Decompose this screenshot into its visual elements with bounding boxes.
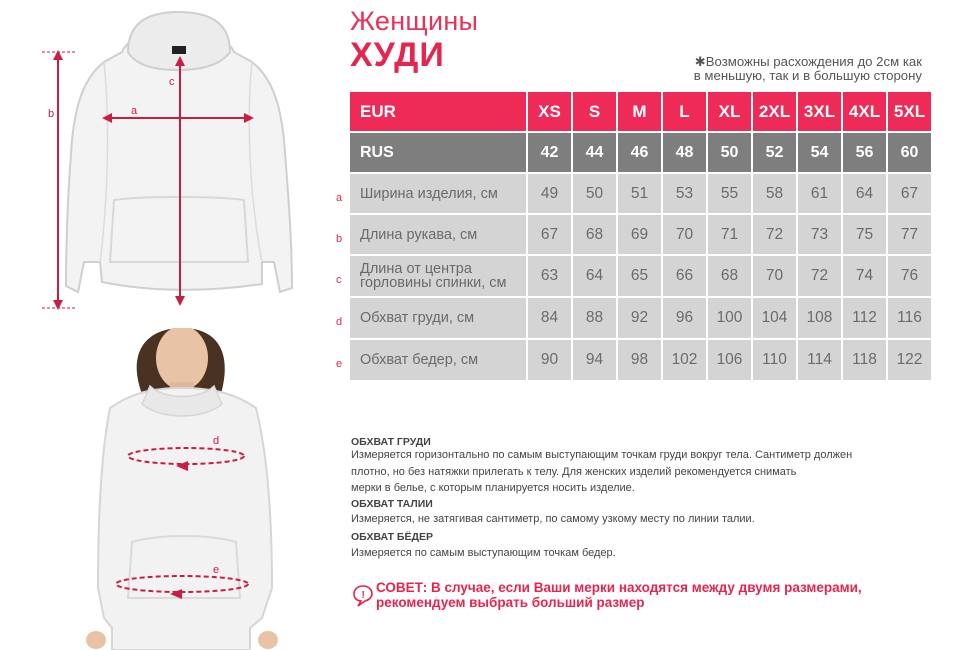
measure-row-sleeve	[350, 215, 931, 254]
measure-value: 67	[888, 174, 931, 213]
measure-label: Длина рукава, см	[350, 215, 526, 254]
rus-size: 46	[618, 133, 661, 172]
size-table	[348, 90, 933, 382]
measure-value: 74	[843, 256, 886, 296]
measure-value: 112	[843, 298, 886, 338]
measure-value: 50	[573, 174, 616, 213]
measure-value: 65	[618, 256, 661, 296]
measure-value: 68	[708, 256, 751, 296]
waist-title: ОБХВАТ ТАЛИИ	[351, 498, 433, 510]
rus-size: 60	[888, 133, 931, 172]
measure-value: 122	[888, 340, 931, 380]
measure-value: 72	[798, 256, 841, 296]
rus-size-row	[350, 133, 931, 172]
gender-title: Женщины	[350, 6, 479, 36]
measure-label-line-1: Длина от центра	[360, 261, 472, 277]
eur-size: 4XL	[843, 92, 886, 131]
measure-row-length	[350, 256, 931, 296]
eur-size: 5XL	[888, 92, 931, 131]
eur-size: S	[573, 92, 616, 131]
eur-size: M	[618, 92, 661, 131]
row-letter-a: a	[336, 192, 343, 204]
rus-size: 50	[708, 133, 751, 172]
product-title: ХУДИ	[350, 36, 445, 74]
hoodie-flat-illustration	[0, 0, 343, 320]
rus-size: 48	[663, 133, 706, 172]
measure-row-chest	[350, 298, 931, 338]
asterisk-icon: ✱	[694, 54, 706, 69]
row-letter-e: e	[336, 358, 343, 370]
chest-line-2: плотно, но без натяжки прилегать к телу. Для женских изделий рекомендуется снимать	[351, 465, 797, 478]
svg-text:!: !	[361, 590, 365, 601]
measure-label-line-2: горловины спинки, см	[360, 275, 507, 291]
measure-value: 96	[663, 298, 706, 338]
measure-label	[350, 256, 526, 296]
hoodie-model-photo	[0, 328, 343, 650]
label-e: e	[213, 564, 220, 576]
speech-bubble-icon	[352, 584, 374, 608]
measure-value: 102	[663, 340, 706, 380]
chest-description	[351, 447, 911, 497]
measure-value: 84	[528, 298, 571, 338]
measure-value: 118	[843, 340, 886, 380]
measure-label: Обхват бедер, см	[350, 340, 526, 380]
measure-value: 67	[528, 215, 571, 254]
measure-value: 66	[663, 256, 706, 296]
rus-size: 54	[798, 133, 841, 172]
rus-size: 52	[753, 133, 796, 172]
chest-title: ОБХВАТ ГРУДИ	[351, 436, 431, 448]
label-c: c	[169, 76, 175, 88]
measure-value: 106	[708, 340, 751, 380]
measure-label: Ширина изделия, см	[350, 174, 526, 213]
advice-text	[376, 580, 956, 610]
rus-size: 56	[843, 133, 886, 172]
waist-description: Измеряется, не затягивая сантиметр, по самому узкому месту по линии талии.	[351, 513, 755, 525]
measure-value: 73	[798, 215, 841, 254]
eur-size: 2XL	[753, 92, 796, 131]
chest-line-1: Измеряется горизонтально по самым выступающим точкам груди вокруг тела. Сантиметр должен	[351, 449, 853, 461]
measure-label: Обхват груди, см	[350, 298, 526, 338]
size-deviation-note	[622, 55, 922, 83]
measure-value: 71	[708, 215, 751, 254]
measure-value: 61	[798, 174, 841, 213]
measure-value: 55	[708, 174, 751, 213]
measure-value: 58	[753, 174, 796, 213]
measure-row-width	[350, 174, 931, 213]
measure-value: 98	[618, 340, 661, 380]
measure-value: 68	[573, 215, 616, 254]
measure-value: 64	[843, 174, 886, 213]
rus-size: 44	[573, 133, 616, 172]
measure-value: 51	[618, 174, 661, 213]
row-letter-b: b	[336, 233, 343, 245]
measure-value: 114	[798, 340, 841, 380]
measure-value: 94	[573, 340, 616, 380]
eur-size: XL	[708, 92, 751, 131]
hips-title: ОБХВАТ БЁДЕР	[351, 531, 433, 543]
measure-value: 49	[528, 174, 571, 213]
note-line-1: Возможны расхождения до 2см как	[705, 54, 922, 69]
eur-size: L	[663, 92, 706, 131]
measure-value: 77	[888, 215, 931, 254]
measure-value: 76	[888, 256, 931, 296]
measure-value: 108	[798, 298, 841, 338]
hips-description: Измеряется по самым выступающим точкам бедер.	[351, 547, 616, 559]
advice-line-1: СОВЕТ: В случае, если Ваши мерки находятся между двумя размерами,	[376, 580, 862, 595]
model-illustration	[0, 328, 343, 650]
measure-value: 53	[663, 174, 706, 213]
eur-size: XS	[528, 92, 571, 131]
note-line-2: в меньшую, так и в большую сторону	[693, 68, 922, 83]
eur-label: EUR	[350, 92, 526, 131]
chest-line-3: мерки в белье, с которым планируется носить изделие.	[351, 482, 635, 494]
measure-value: 100	[708, 298, 751, 338]
measure-value: 88	[573, 298, 616, 338]
measure-value: 72	[753, 215, 796, 254]
measure-value: 110	[753, 340, 796, 380]
row-letter-c: c	[336, 274, 342, 286]
eur-size-row	[350, 92, 931, 131]
label-b: b	[48, 108, 55, 120]
measure-value: 70	[753, 256, 796, 296]
measure-value: 75	[843, 215, 886, 254]
rus-label: RUS	[350, 133, 526, 172]
measure-value: 63	[528, 256, 571, 296]
hoodie-flat-diagram	[0, 0, 343, 320]
measure-value: 90	[528, 340, 571, 380]
measure-value: 116	[888, 298, 931, 338]
label-d: d	[213, 435, 220, 447]
measure-row-hips	[350, 340, 931, 380]
rus-size: 42	[528, 133, 571, 172]
row-letter-d: d	[336, 316, 343, 328]
measure-value: 92	[618, 298, 661, 338]
measure-value: 104	[753, 298, 796, 338]
measure-value: 64	[573, 256, 616, 296]
advice-line-2: рекомендуем выбрать больший размер	[376, 595, 645, 610]
label-a: a	[131, 105, 138, 117]
measure-value: 69	[618, 215, 661, 254]
eur-size: 3XL	[798, 92, 841, 131]
measure-value: 70	[663, 215, 706, 254]
